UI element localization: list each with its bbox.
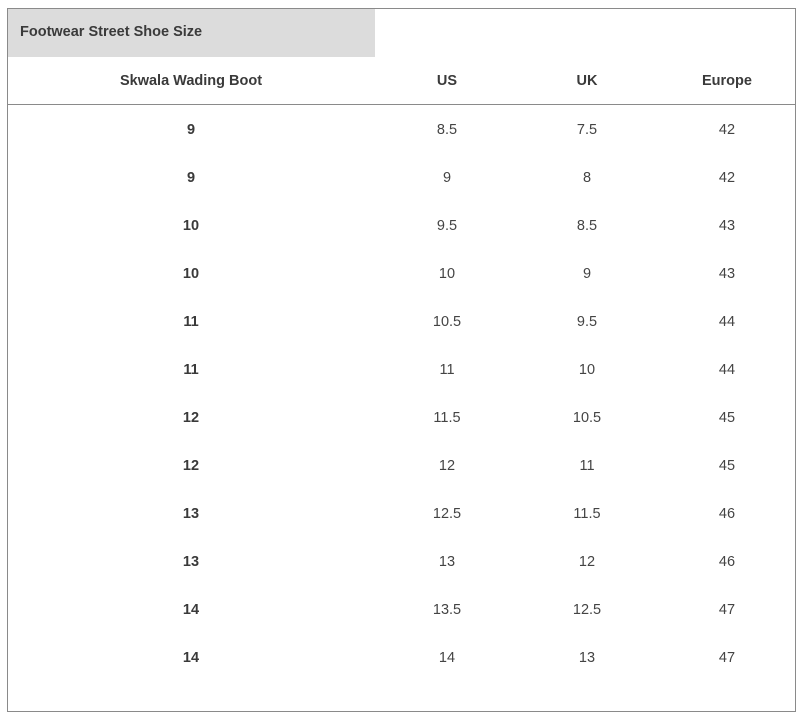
cell-europe: 42 [718, 122, 736, 138]
table-row [8, 490, 795, 538]
cell-europe: 43 [718, 218, 736, 234]
cell-europe: 45 [718, 458, 736, 474]
cell-uk: 12.5 [572, 602, 602, 618]
table-row [8, 202, 795, 250]
cell-us: 14 [438, 650, 456, 666]
cell-europe: 46 [718, 506, 736, 522]
cell-uk: 12 [578, 554, 596, 570]
group-label: Footwear Street Shoe Size [8, 9, 375, 57]
cell-europe: 44 [718, 362, 736, 378]
cell-boot-size: 13 [182, 554, 200, 570]
cell-us: 10.5 [432, 314, 462, 330]
cell-boot-size: 14 [182, 650, 200, 666]
cell-uk: 11.5 [573, 506, 601, 522]
header-skwala-wading-boot: Skwala Wading Boot [119, 72, 263, 89]
cell-uk: 13 [578, 650, 596, 666]
cell-us: 12 [438, 458, 456, 474]
table-row [8, 394, 795, 442]
cell-boot-size: 9 [186, 170, 196, 186]
cell-uk: 8.5 [576, 218, 598, 234]
cell-europe: 46 [718, 554, 736, 570]
table-row [8, 586, 795, 634]
cell-uk: 11 [579, 458, 595, 474]
table-row [8, 442, 795, 490]
table-body [8, 106, 795, 682]
cell-uk: 7.5 [576, 122, 598, 138]
cell-boot-size: 11 [183, 362, 199, 378]
cell-uk: 8 [582, 170, 592, 186]
cell-uk: 9.5 [576, 314, 598, 330]
table-row [8, 154, 795, 202]
table-row [8, 634, 795, 682]
cell-boot-size: 10 [182, 218, 200, 234]
cell-boot-size: 13 [182, 506, 200, 522]
cell-europe: 44 [718, 314, 736, 330]
cell-us: 9 [442, 170, 452, 186]
cell-europe: 45 [718, 410, 736, 426]
cell-europe: 42 [718, 170, 736, 186]
table-row [8, 250, 795, 298]
cell-us: 9.5 [436, 218, 458, 234]
cell-us: 12.5 [432, 506, 462, 522]
cell-europe: 47 [718, 650, 736, 666]
size-chart-table [7, 8, 796, 712]
table-row [8, 298, 795, 346]
cell-europe: 43 [718, 266, 736, 282]
table-row [8, 106, 795, 154]
header-us: US [436, 72, 458, 89]
cell-boot-size: 12 [182, 410, 200, 426]
cell-uk: 9 [582, 266, 592, 282]
cell-boot-size: 14 [182, 602, 200, 618]
cell-boot-size: 11 [183, 314, 199, 330]
cell-us: 13.5 [432, 602, 462, 618]
table-row [8, 346, 795, 394]
cell-boot-size: 9 [186, 122, 196, 138]
cell-us: 11 [439, 362, 455, 378]
cell-us: 13 [438, 554, 456, 570]
cell-uk: 10 [578, 362, 596, 378]
header-europe: Europe [702, 72, 752, 89]
cell-us: 11.5 [433, 410, 461, 426]
cell-us: 8.5 [436, 122, 458, 138]
cell-boot-size: 10 [182, 266, 200, 282]
cell-us: 10 [438, 266, 456, 282]
table-row [8, 538, 795, 586]
cell-europe: 47 [718, 602, 736, 618]
header-uk: UK [576, 72, 598, 89]
cell-uk: 10.5 [572, 410, 602, 426]
table-header [8, 57, 795, 105]
cell-boot-size: 12 [182, 458, 200, 474]
